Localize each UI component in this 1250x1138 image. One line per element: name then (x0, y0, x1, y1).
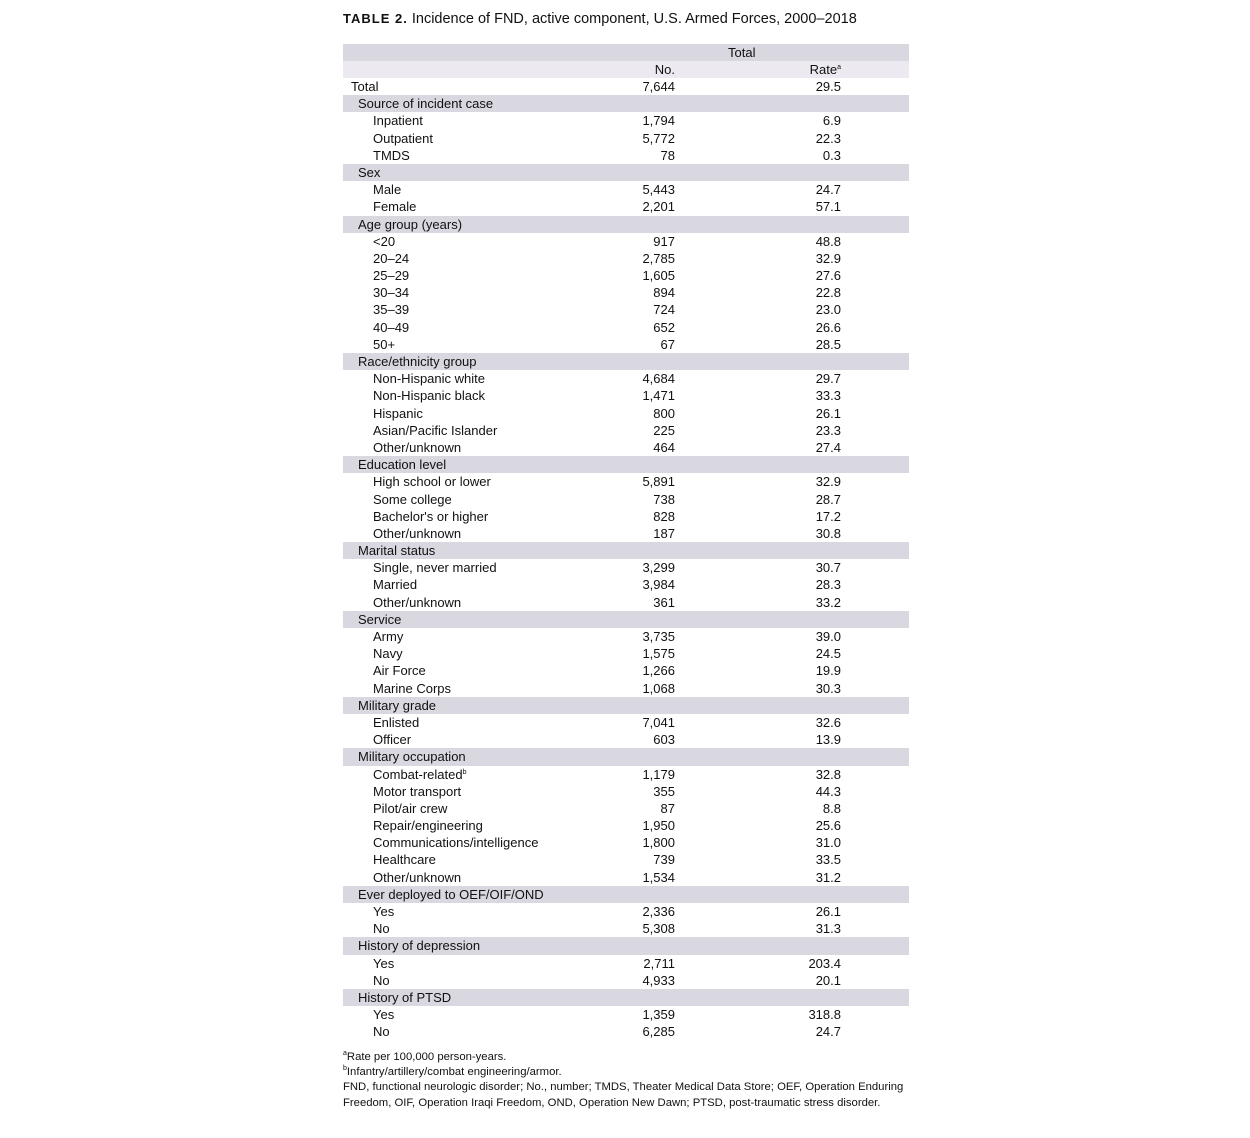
row-rate: 32.8 (815, 766, 841, 782)
row-no: 355 (653, 783, 675, 799)
row-label: Enlisted (373, 714, 420, 730)
row-no: 5,772 (642, 130, 675, 146)
total-label: Total (351, 79, 379, 94)
row-rate: 31.2 (815, 869, 841, 885)
row-no: 464 (653, 439, 675, 455)
row-rate: 39.0 (815, 629, 841, 644)
row-label: Other/unknown (373, 525, 462, 541)
section-heading: Military occupation (358, 749, 466, 765)
section-heading-row (343, 937, 909, 954)
row-no: 78 (660, 147, 675, 163)
section-heading-row (343, 353, 909, 370)
section-heading-row (343, 886, 909, 903)
row-no: 187 (653, 525, 675, 541)
row-label: Yes (373, 955, 395, 971)
table-row (343, 920, 909, 937)
row-no: 2,785 (642, 250, 675, 266)
data-table (343, 44, 909, 1041)
table-row (343, 319, 909, 336)
table-row (343, 714, 909, 731)
row-no: 1,179 (642, 766, 675, 782)
table-row (343, 336, 909, 353)
table-row (343, 576, 909, 593)
row-label: Healthcare (373, 852, 436, 868)
row-rate: 57.1 (815, 199, 841, 215)
row-rate: 318.8 (808, 1007, 841, 1023)
row-no: 5,308 (642, 921, 675, 937)
row-label: High school or lower (373, 474, 491, 490)
section-heading-row (343, 456, 909, 473)
row-label: Pilot/air crew (373, 800, 448, 816)
table-row (343, 851, 909, 868)
row-no: 1,266 (642, 663, 675, 679)
row-rate: 31.0 (815, 835, 841, 851)
section-heading: History of PTSD (358, 989, 452, 1005)
table-label: TABLE 2. (343, 11, 408, 26)
header-columns-row (343, 61, 909, 78)
row-label: No (373, 972, 390, 988)
row-no: 1,534 (642, 869, 675, 885)
table-row (343, 628, 909, 645)
row-label: Inpatient (373, 113, 423, 129)
row-rate: 26.1 (815, 405, 841, 421)
table-row (343, 130, 909, 147)
section-heading: Military grade (358, 697, 437, 713)
table-row (343, 594, 909, 611)
row-rate: 32.9 (815, 474, 841, 490)
row-rate: 20.1 (815, 972, 841, 988)
row-label: 50+ (373, 336, 396, 352)
table-row (343, 267, 909, 284)
section-heading: Source of incident case (358, 96, 494, 112)
total-rate: 29.5 (815, 79, 841, 94)
row-no: 4,933 (642, 972, 675, 988)
table-row (343, 370, 909, 387)
table-row (343, 1023, 909, 1040)
row-rate: 32.6 (815, 714, 841, 730)
row-rate: 23.0 (815, 302, 841, 318)
total-no: 7,644 (642, 79, 675, 94)
row-label: Yes (373, 1007, 395, 1023)
row-label: Other/unknown (373, 594, 462, 610)
row-no: 361 (653, 594, 675, 610)
row-rate: 33.5 (815, 852, 841, 868)
row-no: 87 (660, 800, 675, 816)
row-no: 739 (653, 852, 675, 868)
row-label: No (373, 921, 390, 937)
section-heading: Sex (358, 164, 381, 180)
table-row (343, 112, 909, 129)
row-no: 225 (653, 422, 675, 438)
table-row (343, 198, 909, 215)
row-label: Bachelor's or higher (373, 508, 489, 524)
table-row (343, 972, 909, 989)
row-no: 1,794 (642, 113, 675, 129)
row-rate: 44.3 (815, 783, 841, 799)
row-no: 1,068 (642, 680, 675, 696)
row-label: 30–34 (373, 285, 410, 301)
row-no: 3,299 (642, 560, 675, 576)
table-row (343, 1006, 909, 1023)
row-no: 652 (653, 319, 675, 335)
row-no: 738 (653, 491, 675, 507)
row-label: Hispanic (373, 405, 423, 421)
table-row (343, 525, 909, 542)
footnote: $^a$Rate per 100,000 person-years. (343, 1050, 507, 1063)
section-heading-row (343, 95, 909, 112)
table-row (343, 387, 909, 404)
table-row (343, 783, 909, 800)
header-group-row (343, 44, 909, 61)
table-row (343, 284, 909, 301)
row-rate: 22.3 (815, 130, 841, 146)
row-rate: 25.6 (815, 818, 841, 834)
section-heading: Marital status (358, 543, 436, 559)
row-no: 4,684 (642, 371, 675, 387)
row-label: Navy (373, 646, 403, 662)
row-label: Female (373, 199, 417, 215)
row-no: 3,984 (642, 577, 675, 593)
table-row (343, 559, 909, 576)
table-row (343, 250, 909, 267)
row-no: 2,336 (642, 904, 675, 919)
section-heading: Education level (358, 457, 447, 473)
row-rate: 30.3 (815, 680, 841, 696)
table-row (343, 680, 909, 697)
section-heading-row (343, 611, 909, 628)
row-label: 35–39 (373, 302, 410, 318)
row-rate: 27.4 (815, 439, 841, 455)
row-label: TMDS (373, 147, 410, 163)
table-row (343, 645, 909, 662)
table-row (343, 817, 909, 834)
row-no: 1,605 (642, 268, 675, 284)
table-title (343, 10, 857, 28)
row-label: Combat-related$^b$ (373, 766, 467, 782)
row-label: Repair/engineering (373, 818, 483, 834)
table-row (343, 869, 909, 886)
row-no: 67 (660, 336, 675, 352)
row-rate: 26.1 (815, 904, 841, 919)
row-no: 1,575 (642, 646, 675, 662)
row-rate: 26.6 (815, 319, 841, 335)
table-row (343, 473, 909, 490)
row-label: Marine Corps (373, 680, 452, 696)
table-row (343, 903, 909, 920)
table-row (343, 662, 909, 679)
row-rate: 30.7 (815, 560, 841, 576)
row-rate: 28.5 (815, 336, 841, 352)
row-rate: 24.7 (815, 182, 841, 198)
row-rate: 33.3 (815, 388, 841, 404)
table-row (343, 422, 909, 439)
section-heading-row (343, 748, 909, 765)
row-no: 2,201 (642, 199, 675, 215)
header-no: No. (654, 62, 675, 77)
table-row (343, 301, 909, 318)
row-rate: 24.7 (815, 1024, 841, 1040)
row-label: Non-Hispanic white (373, 371, 485, 387)
row-label: Other/unknown (373, 439, 462, 455)
row-rate: 30.8 (815, 525, 841, 541)
row-label: 40–49 (373, 319, 410, 335)
row-rate: 13.9 (815, 732, 841, 748)
table-row (343, 800, 909, 817)
header-rate: Rate$^a$ (809, 62, 841, 77)
row-rate: 27.6 (815, 268, 841, 284)
footnotes (343, 1050, 909, 1111)
row-label: Male (373, 182, 402, 198)
row-no: 917 (653, 233, 675, 249)
table-row (343, 955, 909, 972)
table-row (343, 834, 909, 851)
row-no: 724 (653, 302, 675, 318)
row-rate: 0.3 (822, 147, 841, 163)
total-row (343, 78, 909, 95)
row-no: 1,359 (642, 1007, 675, 1023)
row-rate: 31.3 (815, 921, 841, 937)
row-label: Communications/intelligence (373, 835, 539, 851)
row-rate: 32.9 (815, 250, 841, 266)
table-row (343, 491, 909, 508)
section-heading-row (343, 697, 909, 714)
table-row (343, 147, 909, 164)
row-no: 1,800 (642, 835, 675, 851)
section-heading-row (343, 989, 909, 1006)
table-body (343, 95, 909, 1040)
row-rate: 48.8 (815, 233, 841, 249)
section-heading: Ever deployed to OEF/OIF/OND (358, 886, 544, 902)
row-label: Non-Hispanic black (373, 388, 485, 404)
row-no: 3,735 (642, 629, 675, 644)
row-rate: 6.9 (822, 113, 841, 129)
table-row (343, 181, 909, 198)
row-rate: 8.8 (822, 800, 841, 816)
footnote: FND, functional neurologic disorder; No., number; TMDS, Theater Medical Data Store; OEF, Operation Enduring Freedom, OIF, Operation Iraqi Freedom, OND, Operation New Dawn; PTSD, post-traumatic stress disorder. (343, 1081, 904, 1109)
section-heading-row (343, 164, 909, 181)
row-rate: 29.7 (815, 371, 841, 387)
row-label: Outpatient (373, 130, 433, 146)
row-rate: 33.2 (815, 594, 841, 610)
row-rate: 17.2 (815, 508, 841, 524)
row-no: 6,285 (642, 1024, 675, 1040)
section-heading-row (343, 542, 909, 559)
table-row (343, 731, 909, 748)
table-caption: Incidence of FND, active component, U.S. Armed Forces, 2000–2018 (411, 11, 857, 27)
row-rate: 28.3 (815, 577, 841, 593)
row-label: <20 (373, 233, 396, 249)
row-rate: 19.9 (815, 663, 841, 679)
row-label: Yes (373, 904, 395, 919)
row-label: 25–29 (373, 268, 410, 284)
row-label: Air Force (373, 663, 426, 679)
row-label: Asian/Pacific Islander (373, 422, 498, 438)
header-total: Total (728, 45, 756, 60)
section-heading-row (343, 216, 909, 233)
row-no: 603 (653, 732, 675, 748)
row-label: Some college (373, 491, 452, 507)
row-rate: 22.8 (815, 285, 841, 301)
row-label: Married (373, 577, 418, 593)
row-label: Army (373, 629, 404, 644)
row-label: Officer (373, 732, 412, 748)
table-row (343, 405, 909, 422)
table-row (343, 766, 909, 783)
row-no: 5,891 (642, 474, 675, 490)
table-row (343, 508, 909, 525)
footnote: $^b$Infantry/artillery/combat engineering/armor. (343, 1065, 562, 1079)
row-no: 828 (653, 508, 675, 524)
row-label: Other/unknown (373, 869, 462, 885)
row-rate: 23.3 (815, 422, 841, 438)
row-no: 1,471 (642, 388, 675, 404)
section-heading: Race/ethnicity group (358, 354, 477, 369)
row-label: Single, never married (373, 560, 497, 576)
table-row (343, 233, 909, 250)
row-no: 5,443 (642, 182, 675, 198)
row-no: 800 (653, 405, 675, 421)
row-label: Motor transport (373, 783, 462, 799)
row-rate: 24.5 (815, 646, 841, 662)
row-no: 7,041 (642, 714, 675, 730)
section-heading: Age group (years) (358, 216, 463, 232)
section-heading: History of depression (358, 938, 481, 954)
table-row (343, 439, 909, 456)
row-rate: 28.7 (815, 491, 841, 507)
row-label: No (373, 1024, 390, 1040)
row-no: 2,711 (643, 955, 675, 971)
row-no: 1,950 (642, 818, 675, 834)
row-rate: 203.4 (808, 955, 841, 971)
row-no: 894 (653, 285, 675, 301)
section-heading: Service (358, 611, 402, 627)
row-label: 20–24 (373, 250, 410, 266)
